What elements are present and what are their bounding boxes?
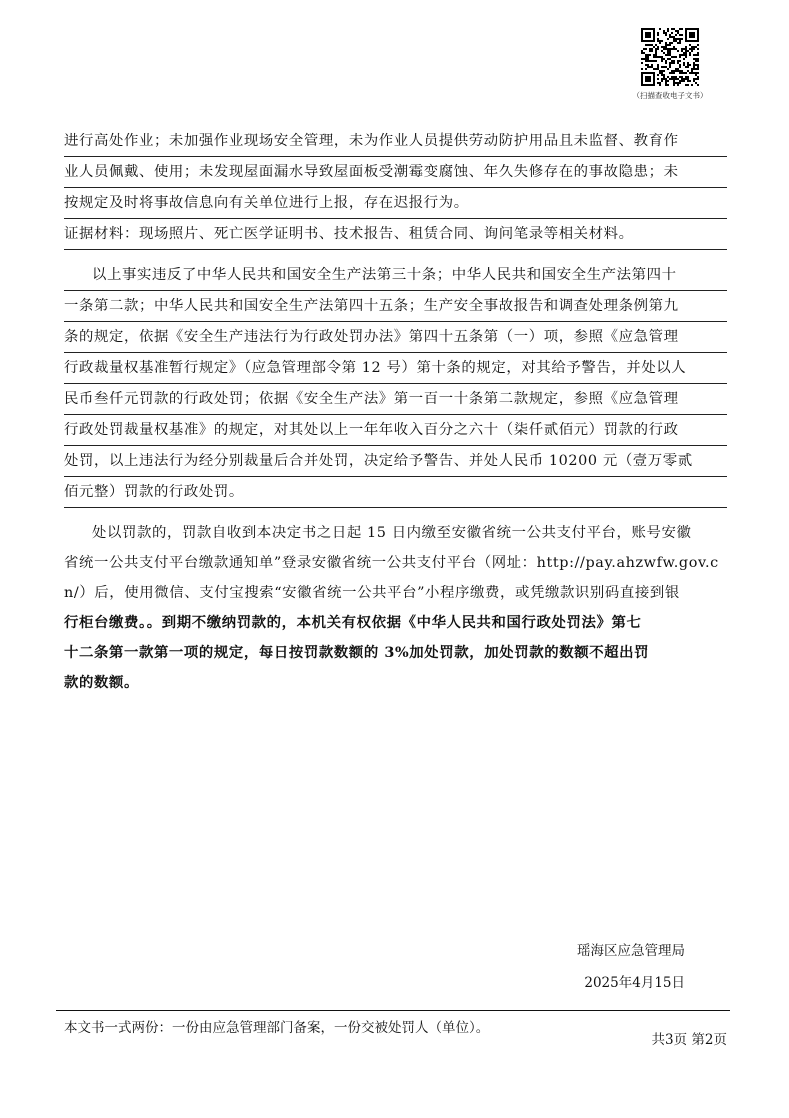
- text-line: 省统一公共支付平台缴款通知单”登录安徽省统一公共支付平台（网址：http://pay.ahzwfw.gov.c: [64, 555, 719, 571]
- text-line: 一条第二款；中华人民共和国安全生产法第四十五条；生产安全事故报告和调查处理条例第九: [64, 291, 727, 322]
- text-line: n/）后，使用微信、支付宝搜索“安徽省统一公共平台”小程序缴费，或凭缴款识别码直接到银: [64, 585, 680, 601]
- text-line: 按规定及时将事故信息向有关单位进行上报，存在迟报行为。: [64, 188, 727, 219]
- qr-code-icon: [641, 28, 699, 86]
- text-line: 处以罚款的，罚款自收到本决定书之日起 15 日内缴至安徽省统一公共支付平台，账号安徽: [92, 525, 692, 541]
- document-body: [64, 126, 727, 698]
- footer-divider: [56, 1010, 730, 1011]
- text-line: 行政处罚裁量权基准》的规定，对其处以上一年年收入百分之六十（柒仟贰佰元）罚款的行政: [64, 415, 727, 446]
- signature-block: [577, 935, 685, 999]
- issuing-organization: 瑶海区应急管理局: [577, 943, 685, 959]
- text-line: 款的数额。: [64, 674, 139, 691]
- paragraph-gap: [64, 250, 727, 260]
- qr-caption: （扫描查收电子文书）: [632, 91, 708, 100]
- text-line: 处罚，以上违法行为经分别裁量后合并处罚，决定给予警告、并处人民币 10200 元（壹万零贰: [64, 446, 727, 477]
- issue-date: 2025年4月15日: [584, 975, 685, 991]
- text-line: 行政裁量权基准暂行规定》（应急管理部令第 12 号）第十条的规定，对其给予警告，并处以人: [64, 353, 727, 384]
- footer-note: 本文书一式两份：一份由应急管理部门备案，一份交被处罚人（单位）。: [64, 1020, 490, 1036]
- text-line: 进行高处作业；未加强作业现场安全管理，未为作业人员提供劳动防护用品且未监督、教育作: [64, 126, 727, 157]
- text-line: 民币叁仟元罚款的行政处罚；依据《安全生产法》第一百一十条第二款规定，参照《应急管理: [64, 384, 727, 415]
- text-line: 业人员佩戴、使用；未发现屋面漏水导致屋面板受潮霉变腐蚀、年久失修存在的事故隐患；未: [64, 157, 727, 188]
- text-line: 行柜台缴费。。到期不缴纳罚款的，本机关有权依据《中华人民共和国行政处罚法》第七: [64, 614, 642, 631]
- page-number: 共3页 第2页: [651, 1032, 727, 1048]
- text-line: 十二条第一款第一项的规定，每日按罚款数额的 3%加处罚款，加处罚款的数额不超出罚: [64, 644, 650, 661]
- qr-code-block: [626, 28, 714, 101]
- paragraph-gap: [64, 508, 727, 518]
- text-line: 条的规定，依据《安全生产违法行为行政处罚办法》第四十五条第（一）项，参照《应急管理: [64, 322, 727, 353]
- text-line: 证据材料：现场照片、死亡医学证明书、技术报告、租赁合同、询问笔录等相关材料。: [64, 219, 727, 250]
- text-line: 以上事实违反了中华人民共和国安全生产法第三十条；中华人民共和国安全生产法第四十: [64, 260, 727, 291]
- text-line: 佰元整）罚款的行政处罚。: [64, 477, 727, 508]
